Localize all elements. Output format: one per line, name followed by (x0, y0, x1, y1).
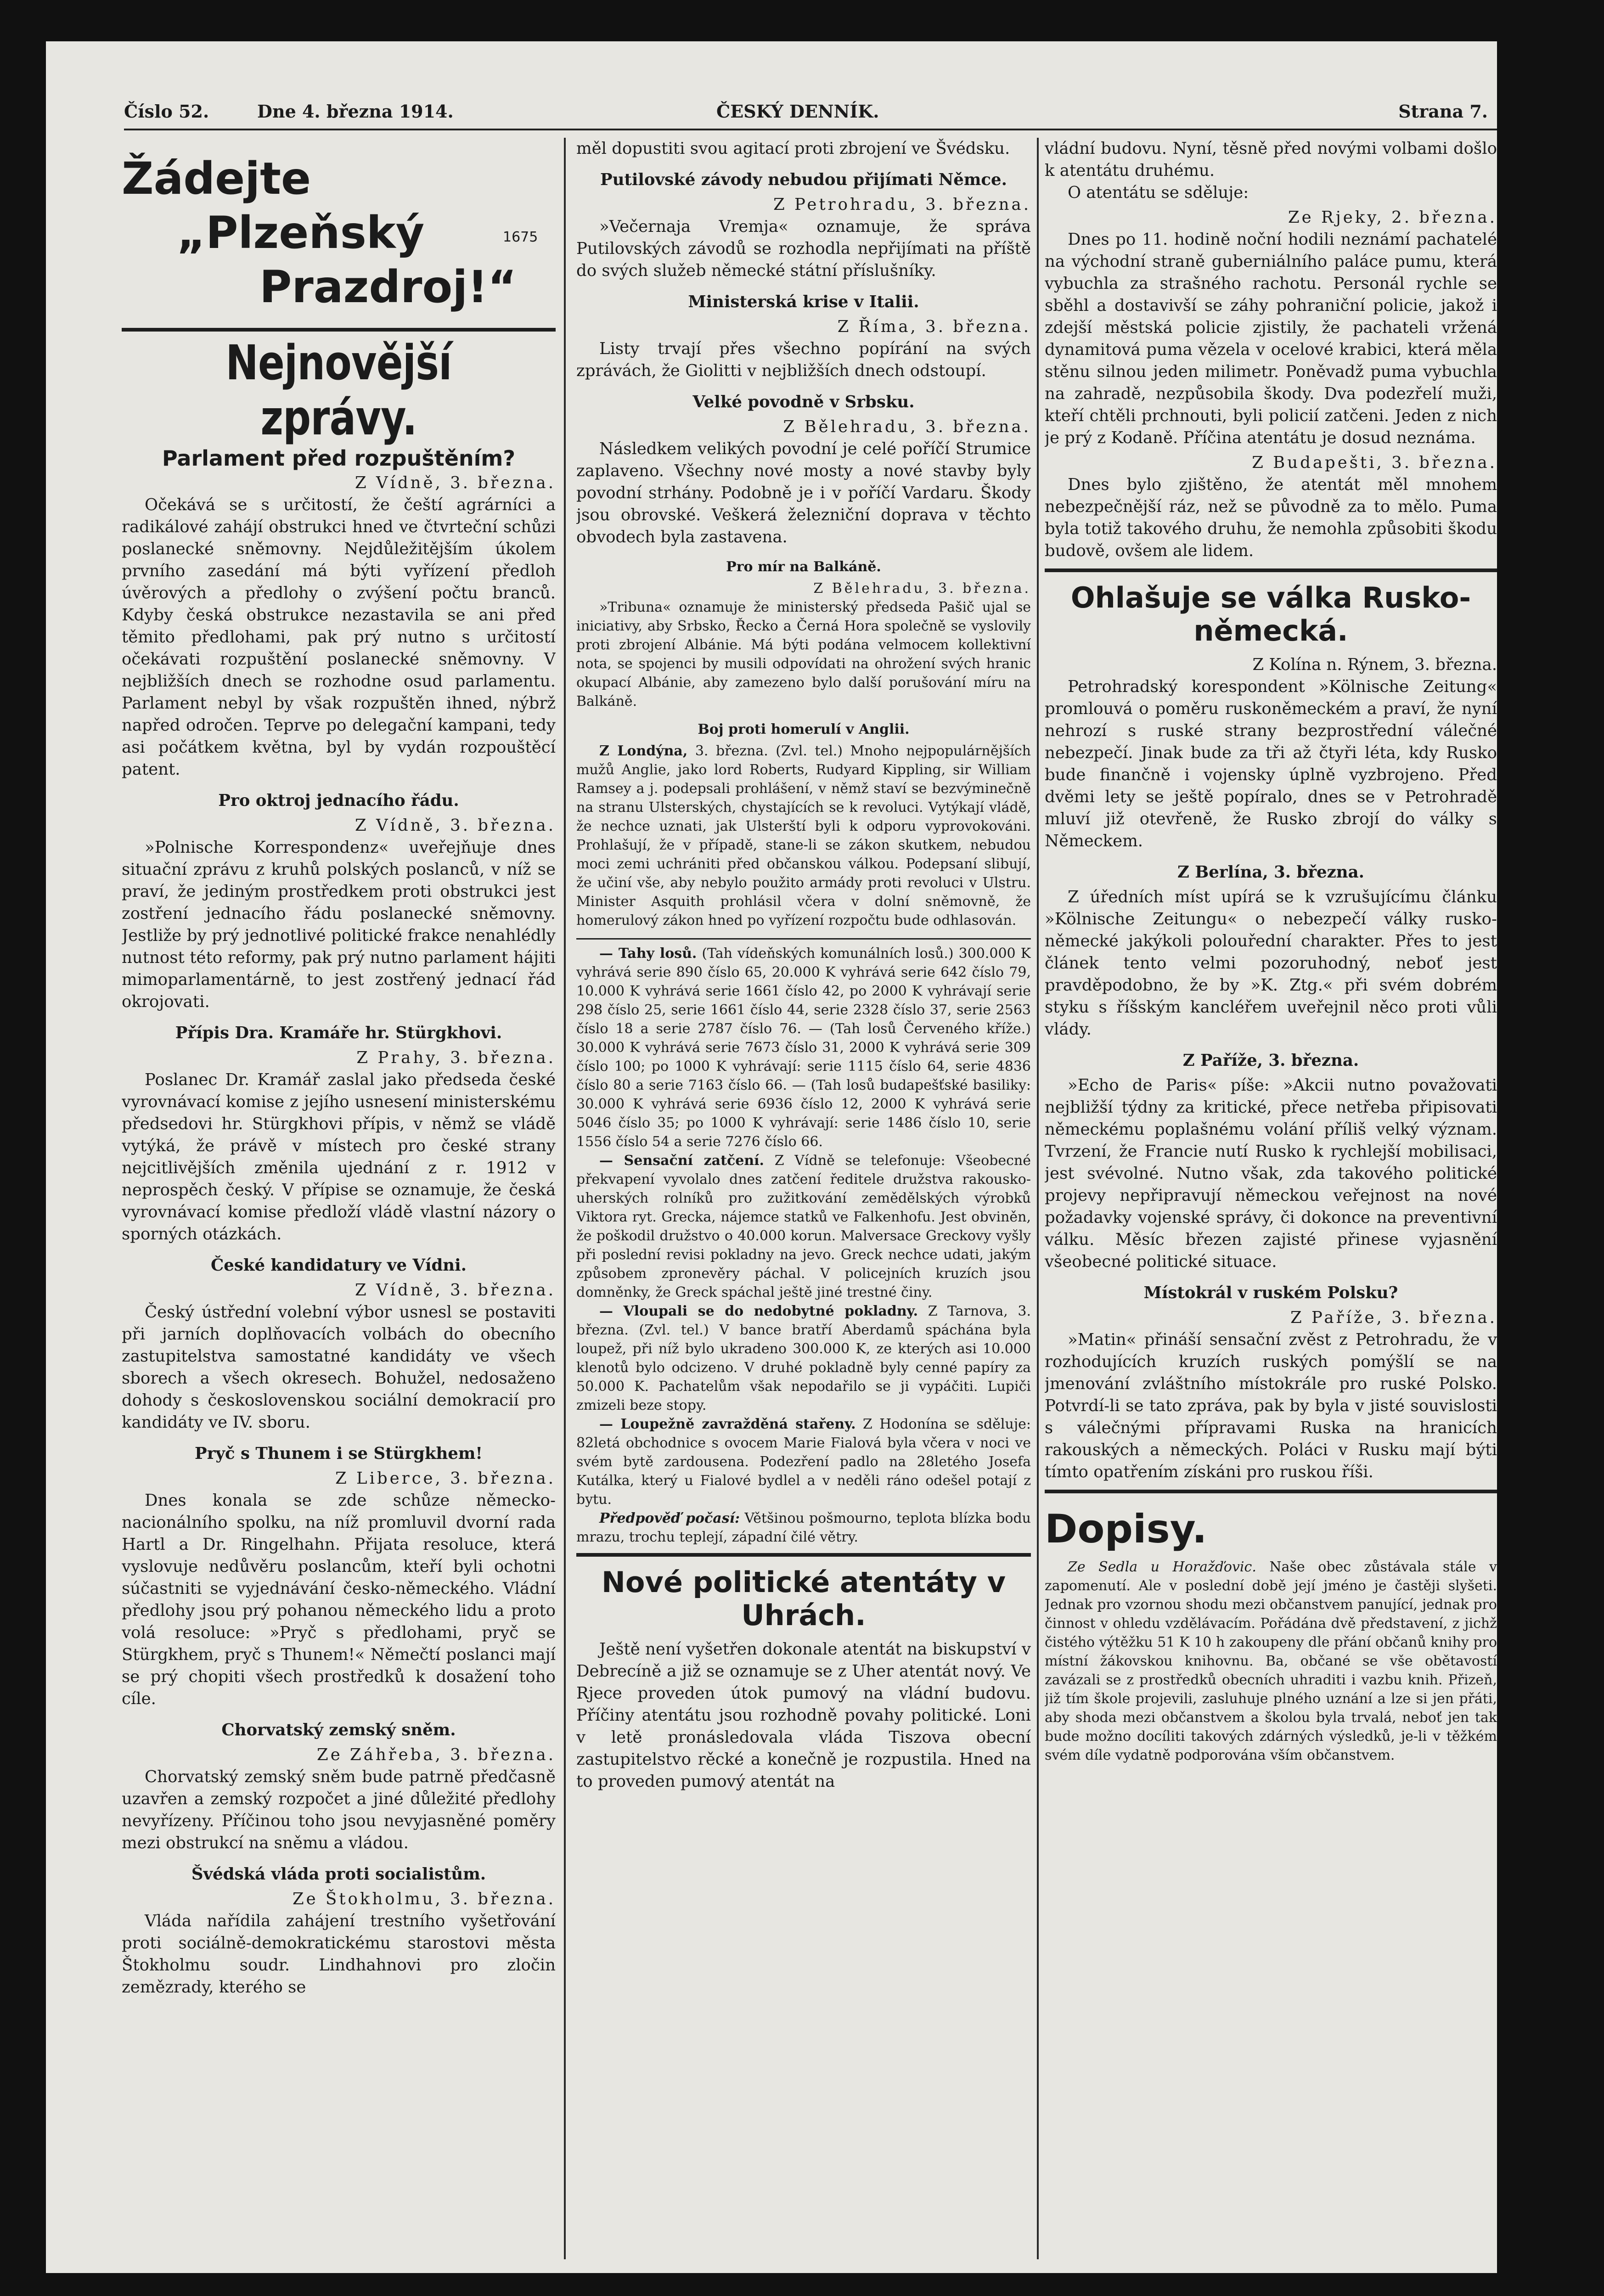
news-item-text: 3. března. (Zvl. tel.) Mnoho nejpopulárnějších mužů Anglie, jako lord Roberts, Rudyard Kippling, sir William Ramsey a j. podepsali prohlášení, v němž staví se bezvýminečně na stranu Ulsterských, chystajících se k revoluci. Vytýkají vládě, že nechce uznati, jak Ulsterští byli k odporu vyprovokováni. Prohlašují, že v případě, stane-li se zákon skutkem, nebudou moci zemi uchrániti před občanskou válkou. Podepsaní slibují, že učiní vše, aby nebylo použito armády proti revoluci v Ulstru. Minister Asquith prohlásil včera v dolní sněmovně, že homerulový zákon hned po vyřízení rozpočtu bude odhlasován. (576, 743, 1031, 929)
ad-number: 1675 (503, 229, 538, 245)
news-item-lead: — Tahy losů. (599, 945, 697, 962)
news-item-lead: — Vloupali se do nedobytné pokladny. (599, 1303, 918, 1319)
dateline: Z Petrohradu, 3. března. (773, 195, 1031, 214)
article-body: Petrohradský korespondent »Kölnische Zeitung« promlouvá o poměru ruskoněmeckém a praví, že nyní nehrozí s ruské strany bezprostřední válečné nebezpečí. Jinak bude za tři až čtyři léta, kdy Rusko bude finančně i vojensky úplně vyzbrojeno. Před dvěmi lety se ještě popíralo, dnes se v Petrohradě mluví již otevřeně, že Rusko zbrojí do války s Německem. (1045, 677, 1497, 850)
article-body: O atentátu se sděluje: (1068, 183, 1249, 202)
article-body: »Polnische Korrespondenz« uveřejňuje dnes situační zprávu z kruhů polských poslanců, v níž se praví, že jediným prostředkem proti obstrukci jest zostření jednacího řádu poslanecké sněmovny. Jestliže by prý jednotlivé politické frakce nenahlédly nutnost této reformy, pak prý nutno parlament hájiti mimoparlamentárně, to jest zostřený jednací řád okrojovati. (122, 838, 556, 1011)
dateline: Z Vídně, 3. března. (355, 1281, 556, 1300)
news-item (576, 742, 1031, 930)
article-body: Dnes po 11. hodině noční hodili neznámí pachatelé na východní straně guberniálního paláce pumu, která vybuchla za strašného rachotu. Personál rychle se sběhl a dostavivší se záhy pohraniční policie, jakož i zdejší městská policie zjistily, že pachateli vržená dynamitová puma vězela v ocelové krabici, která měla stěnu silnou jeden milimetr. Poněvadž puma vybuchla na zahradě, nezpůsobila škody. Dva podezřelí muži, kteří chtěli prchnouti, byli policií zatčeni. Jeden z nich je prý z Kodaně. Příčina atentátu je dosud neznáma. (1045, 230, 1497, 447)
article-body: Listy trvají přes všechno popírání na svých zprávách, že Giolitti v nejbližších dnech odstoupí. (576, 339, 1031, 380)
news-item-lead: Z Londýna, (599, 743, 688, 759)
news-item (576, 1415, 1031, 1509)
article-body: »Tribuna« oznamuje že ministerský předseda Pašič ujal se iniciativy, aby Srbsko, Řecko a Černá Hora společně se vyslovily proti zbrojení Albánie. Má býti podána velmocem kollektivní nota, se spojenci by musili odpovídati na ohrožení svých hranic okupací Albánie, aby zamezeno bylo další porušování míru na Balkáně. (576, 599, 1031, 709)
ad-line-3: Prazdroj!“ (259, 261, 517, 313)
letter-lead: Ze Sedla u Horažďovic. (1068, 1559, 1256, 1575)
article-body: Vláda nařídila zahájení trestního vyšetřování proti sociálně-demokratickému starostovi města Štokholmu soudr. Lindhahnovi pro zločin zemězrady, kterého se (122, 1912, 556, 1997)
news-item (576, 1302, 1031, 1415)
dateline: Ze Štokholmu, 3. března. (293, 1890, 556, 1908)
section-rule (576, 938, 1031, 940)
article-headline: Boj proti homerulí v Anglii. (698, 721, 910, 737)
weather-text: Většinou pošmourno, teplota blízka bodu mrazu, trochu teplejí, západní čilé větry. (576, 1510, 1031, 1545)
news-item (576, 944, 1031, 1151)
column-rule-2 (1037, 138, 1039, 2259)
dateline: Z Prahy, 3. března. (356, 1048, 556, 1067)
letter-item (1045, 1558, 1497, 1765)
dateline: Z Vídně, 3. března. (355, 473, 556, 492)
article-headline: Velké povodně v Srbsku. (692, 393, 915, 411)
article-body: Český ústřední volební výbor usnesl se postaviti při jarních doplňovacích volbách do obecního zastupitelstva samostatné kandidáty ve všech sborech a všech okresech. Bohužel, nedosaženo dohody s československou sociální demokracií pro kandidáty ve IV. sboru. (122, 1303, 556, 1432)
dateline: Z Paříže, 3. března. (1290, 1308, 1497, 1327)
issue-number: Číslo 52. (124, 101, 209, 122)
article-body: Dnes konala se zde schůze německo-nacionálního spolku, na níž promluvil dvorní rada Hartl a Dr. Ringelhahn. Přijata resoluce, která vyslovuje nedůvěru poslancům, kteří byli ochotni súčastniti se vyjednávání česko-německého. Vládní předlohy jsou prý pohanou německého lidu a proto volá resoluce: »Pryč s předlohami, pryč se Stürgkhem, pryč s Thunem!« Němečtí poslanci mají se prý chopiti všech prostředků k dosažení toho cíle. (122, 1491, 556, 1708)
article-headline: Chorvatský zemský sněm. (221, 1721, 456, 1739)
news-item-text: Z Tarnova, 3. března. (Zvl. tel.) V bance bratří Aberdamů spáchána byla loupež, při níž bylo ukradeno 300.000 K, ze kterých asi 10.000 klenotů bylo odcizeno. V druhé pokladně byly cenné papíry za 50.000 K. Pachatelům však nepodařilo se ji vypáčiti. Lupiči zmizeli beze stopy. (576, 1303, 1031, 1413)
article-body: vládní budovu. Nyní, těsně před novými volbami došlo k atentátu druhému. (1045, 139, 1497, 180)
dateline: Z Berlína, 3. března. (1177, 863, 1364, 882)
article-headline: Pryč s Thunem i se Stürgkhem! (195, 1444, 483, 1463)
dateline: Z Liberce, 3. března. (335, 1469, 556, 1488)
article-headline: Pro mír na Balkáně. (726, 559, 881, 575)
article-headline: Přípis Dra. Kramáře hr. Stürgkhovi. (175, 1024, 502, 1042)
dateline: Z Bělehradu, 3. března. (813, 580, 1031, 597)
issue-date: Dne 4. března 1914. (257, 101, 454, 122)
masthead-title: ČESKÝ DENNÍK. (716, 101, 879, 122)
article-headline: Pro oktroj jednacího řádu. (218, 791, 459, 810)
article-body: »Matin« přináší sensační zvěst z Petrohradu, že v rozhodujících kruzích ruských pomýšlí se na jmenování zvláštního místokrále pro ruské Polsko. Potvrdí-li se tato zpráva, pak by byla v jisté souvislosti s válečnými přípravami Ruska na hranicích rakouských a německých. Poláci v Rusku mají býti tímto opatřením získáni pro ruskou říši. (1045, 1330, 1497, 1481)
section-rule (122, 328, 556, 332)
ad-line-2: „Plzeňský (177, 207, 425, 259)
running-head (124, 96, 1497, 130)
pilsner-advert (122, 152, 556, 321)
article-headline: Putilovské závody nebudou přijímati Němce. (600, 170, 1007, 189)
news-item-lead: — Loupežně zavražděná stařeny. (599, 1416, 856, 1432)
article-headline: České kandidatury ve Vídni. (211, 1256, 467, 1275)
article-headline: Místokrál v ruském Polsku? (1143, 1283, 1398, 1302)
article-body: Z úředních míst upírá se k vzrušujícímu článku »Kölnische Zeitungu« o nebezpečí války rusko-německé jakýkoli polouřední charakter. Přes to jest článek tento velmi pozoruhodný, neboť jest pravděpodobno, že by »K. Ztg.« při svém dobrém styku s říšským kancléřem uveřejnil něco proti vůli vlády. (1045, 888, 1497, 1039)
dateline: Ze Záhřeba, 3. března. (317, 1745, 556, 1764)
article-body: Poslanec Dr. Kramář zaslal jako předseda české vyrovnávací komise z jejího usnesení ministerskému předsedovi hr. Stürgkhovi přípis, v němž se vládě vytýká, že právě v místech pro české strany nejcitlivějších změnila ujednání z r. 1912 v neprospěch český. V přípise se oznamuje, že česká vyrovnávací komise předloží vládě vlastní názory o sporných otázkách. (122, 1070, 556, 1244)
dateline: Z Vídně, 3. března. (355, 816, 556, 835)
section-title: Dopisy. (1045, 1506, 1207, 1552)
news-item-text: Z Vídně se telefonuje: Všeobecné překvapení vyvolalo dnes zatčení ředitele družstva rakousko-uherských rolníků pro zužitkování zemědělských výrobků Viktora ryt. Grecka, nájemce statků ve Falkenhofu. Jest obviněn, že poškodil družstvo o 40.000 korun. Malversace Greckovy vyšly při poslední revisi pokladny na jevo. Greck nechce udati, jakým způsobem zpronevěry páchal. V policejních kruzích jsou domněnky, že Greck spáchal ještě jiné trestné činy. (576, 1153, 1031, 1300)
article-body: Očekává se s určitostí, že čeští agrárníci a radikálové zahájí obstrukci hned ve čtvrteční schůzi poslanecké sněmovny. Nejdůležitějším úkolem prvního zasedání má býti vyřízení předloh úvěrových a předlohy o zvýšení počtu branců. Kdyby česká obstrukce nezastavila se ani před těmito předlohami, pak prý nutno s určitostí očekávati rozpuštění poslanecké sněmovny. V nejbližších dnech se rozhodne osud parlamentu. Parlament nebyl by však rozpuštěn ihned, nýbrž napřed odročen. Teprve po delegační kampani, tedy asi počátkem května, byl by vydán rozpouštěcí patent. (122, 495, 556, 779)
dateline: Z Říma, 3. března. (837, 317, 1031, 336)
column-3 (1045, 138, 1497, 2259)
article-headline: Ministerská krise v Italii. (688, 293, 919, 311)
article-body: »Echo de Paris« píše: »Akcii nutno považovati nejbližší týdny za kritické, přece netřeba připisovati německému poplašnému volání příliš velký význam. Tvrzení, že Francie nutí Rusko k rychlejší mobilisaci, jest svévolné. Nutno však, zda takového politické projevy nepřipravují německou veřejnost na nové požadavky vojenské správy, či dokonce na preventivní válku. Měsíc březen zajisté přinese vyjasnění všeobecné politické situace. (1045, 1076, 1497, 1271)
news-item-text: (Tah vídeňských komunálních losů.) 300.000 K vyhrává serie 890 číslo 65, 20.000 K vyhrává serie 642 číslo 79, 10.000 K vyhrává serie 1661 číslo 42, po 2000 K vyhrávají serie 298 číslo 25, serie 1661 číslo 44, serie 2328 číslo 37, serie 2563 číslo 18 a serie 2787 číslo 76. — (Tah losů Červeného kříže.) 30.000 K vyhrává serie 7673 číslo 31, 2000 K vyhrává serie 309 číslo 100; po 1000 K vyhrávají: serie 1115 číslo 64, serie 4836 číslo 80 a serie 7163 číslo 66. — (Tah losů budapešťské basiliky: 30.000 K vyhrává serie 6936 číslo 12, 2000 K vyhrává serie 5046 číslo 35; po 1000 K vyhrávají: serie 1486 číslo 10, serie 1556 číslo 54 a serie 7276 číslo 66. (576, 945, 1031, 1150)
dateline: Z Budapešti, 3. března. (1252, 453, 1497, 472)
section-rule (1045, 568, 1497, 572)
weather-lead: Předpověď počasí: (599, 1510, 740, 1526)
section-rule (1045, 1490, 1497, 1493)
article-body: Chorvatský zemský sněm bude patrně předčasně uzavřen a zemský rozpočet a jiné důležité předlohy nevyřízeny. Příčinou toho jsou nevyjasněné poměry mezi obstrukcí na sněmu a vládou. (122, 1767, 556, 1852)
article-headline: Švédská vláda proti socialistům. (191, 1865, 486, 1884)
boxed-headline: Nové politické atentáty v Uhrách. (601, 1565, 1006, 1632)
dateline: Ze Rjeky, 2. března. (1288, 208, 1497, 227)
dateline: Z Paříže, 3. března. (1182, 1051, 1359, 1070)
ad-line-1: Žádejte (122, 153, 311, 204)
article-body: Dnes bylo zjištěno, že atentát měl mnohem nebezpečnější ráz, než se původně za to mělo. Puma byla totiž takového druhu, že nemohla způsobiti škodu budově, ovšem ale lidem. (1045, 475, 1497, 560)
article-headline: Parlament před rozpuštěním? (162, 446, 516, 471)
column-rule-1 (564, 138, 566, 2259)
news-item-lead: — Sensační zatčení. (599, 1153, 764, 1169)
article-body: měl dopustiti svou agitací proti zbrojení ve Švédsku. (576, 139, 1010, 158)
page-number: Strana 7. (1398, 101, 1488, 122)
news-item-text: Z Hodonína se sděluje: 82letá obchodnice s ovocem Marie Fialová byla včera v noci ve svém bytě zardousena. Podezření padlo na 28letého Josefa Kutálka, který u Fialové bydlel a v neděli ráno odešel potají z bytu. (576, 1416, 1031, 1508)
dateline: Z Bělehradu, 3. března. (783, 417, 1031, 436)
article-body: Ještě není vyšetřen dokonale atentát na biskupství v Debrecíně a již se oznamuje se z Uher atentát nový. Ve Rjece proveden útok pumový na vládní budovu. Příčiny atentátu jsou rozhodně povahy politické. Loni v letě pronásledovala vláda Tiszova obecní zastupitelstvo rěcké a konečně je rozpustila. Hned na to proveden pumový atentát na (576, 1640, 1031, 1791)
article-body: Následkem velikých povodní je celé poříčí Strumice zaplaveno. Všechny nové mosty a nové stavby byly povodní strhány. Podobně je i v poříčí Vardaru. Škody jsou obrovské. Veškerá železniční doprava v těchto obvodech byla zastavena. (576, 439, 1031, 546)
article-body: »Večernaja Vremja« oznamuje, že správa Putilovských závodů se rozhodla nepřijímati na příště do svých služeb německé státní příslušníky. (576, 217, 1031, 280)
column-1 (122, 138, 556, 2259)
column-2 (576, 138, 1031, 2259)
section-rule (576, 1553, 1031, 1557)
news-item (576, 1151, 1031, 1302)
boxed-headline: Ohlašuje se válka Rusko-německá. (1070, 581, 1471, 647)
dateline: Z Kolína n. Rýnem, 3. března. (1252, 655, 1497, 674)
weather-forecast (576, 1509, 1031, 1547)
letter-text: Naše obec zůstávala stále v zapomenutí. Ale v poslední době její jméno je častěji slyšeti. Jednak pro vzornou shodu mezi občanstvem panující, jednak pro činnost v ohledu vzdělávacím. Pořádána dvě představení, z jichž čistého výtěžku 51 K 10 h zakoupeny dle přání občanů knihy pro místní žákovskou knihovnu. Ba, občané se vše obětavostí zavázali se z prostředků obecních uhraditi i vazbu knih. Přizeň, již tím škole projevili, zasluhuje plného uznání a lze si jen přáti, aby shoda mezi občanstvem a školou byla trvalá, neboť jen tak bude možno docíliti takových zdárných výsledků, je-li v těžkém svém díle vydatně podporována vším občanstvem. (1045, 1559, 1497, 1763)
section-title: Nejnovější zprávy. (225, 335, 452, 446)
